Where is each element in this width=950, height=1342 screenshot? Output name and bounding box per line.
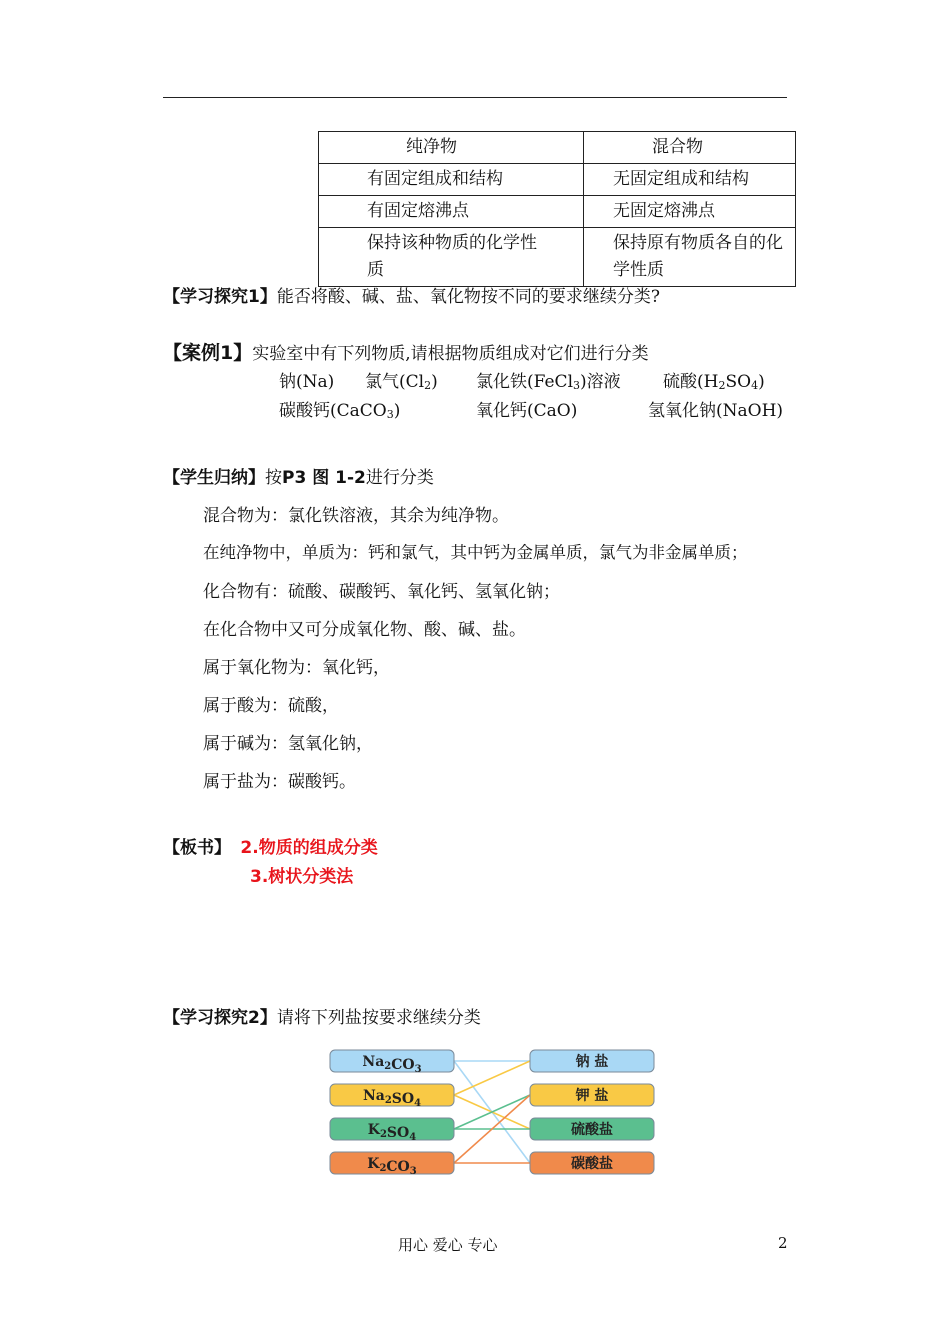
formula: (Na) [296, 372, 335, 392]
summary-line: 混合物为：氯化铁溶液，其余为纯净物。 [203, 506, 509, 526]
right-box-label: 钾 盐 [575, 1088, 609, 1104]
cell-text: 保持该种物质的化学性质 [367, 233, 537, 280]
table-cell: 有固定熔沸点 [319, 196, 584, 228]
comparison-table [318, 131, 796, 287]
case1-section [163, 338, 649, 365]
explore2-label: 【学习探究2】 [163, 1008, 277, 1028]
substance-item: 氯化铁(FeCl$_3$)溶液 [476, 372, 621, 392]
page-number: 2 [778, 1234, 788, 1252]
case1-text: 实验室中有下列物质,请根据物质组成对它们进行分类 [252, 344, 649, 364]
footer-motto: 用心 爱心 专心 [398, 1236, 498, 1254]
table-header-pure: 纯净物 [319, 132, 584, 164]
table-header-mixture: 混合物 [584, 132, 796, 164]
summary-intro-b: 进行分类 [365, 468, 434, 488]
substance-item: 钠(Na) [279, 372, 335, 392]
case1-label: 【案例1】 [163, 342, 253, 364]
formula: (FeCl$_3$)溶液 [527, 372, 621, 392]
substance-item: 碳酸钙(CaCO$_3$) [279, 401, 401, 421]
summary-line: 在纯净物中，单质为：钙和氯气，其中钙为金属单质，氯气为非金属单质； [203, 543, 748, 562]
formula: (NaOH) [716, 401, 784, 421]
formula: $(Cl_2)$ [399, 372, 438, 392]
table-row [319, 196, 796, 228]
left-box-label: $Na_2SO_4$ [362, 1088, 422, 1109]
cell-text: 保持原有物质各自的化学性质 [613, 233, 783, 280]
summary-ref: P3 图 1-2 [282, 468, 366, 488]
right-box-label: 钠 盐 [575, 1054, 609, 1070]
table-row [319, 164, 796, 196]
summary-intro-a: 按 [265, 468, 282, 488]
board-item: 2.物质的组成分类 [240, 838, 378, 858]
board-section [163, 833, 378, 858]
right-box-label: 碳酸盐 [571, 1156, 613, 1172]
explore2-text: 请将下列盐按要求继续分类 [276, 1008, 481, 1028]
board-label: 【板书】 [163, 838, 231, 858]
board-item: 3.树状分类法 [250, 867, 354, 887]
formula: (CaO) [527, 401, 578, 421]
explore1-label: 【学习探究1】 [163, 287, 277, 307]
summary-heading [163, 463, 434, 488]
table-cell [319, 228, 584, 287]
summary-line: 属于碱为：氢氧化钠， [203, 734, 373, 754]
left-box-label: $K_2SO_4$ [367, 1122, 417, 1143]
summary-line: 属于氧化物为：氧化钙， [203, 658, 390, 678]
left-box-label: $K_2CO_3$ [367, 1156, 417, 1177]
salt-classification-diagram [320, 1040, 670, 1185]
table-row [319, 228, 796, 287]
substance-item: 硫酸$(H_2SO_4)$ [663, 372, 765, 392]
explore2-section [163, 1003, 481, 1028]
header-rule [163, 97, 787, 98]
table-cell: 有固定组成和结构 [319, 164, 584, 196]
formula: (CaCO$_3$) [330, 401, 401, 421]
link-line [454, 1061, 530, 1095]
table-cell [584, 228, 796, 287]
formula: $(H_2SO_4)$ [697, 372, 765, 392]
substance-item: 氧化钙(CaO) [476, 401, 578, 421]
summary-line: 在化合物中又可分成氧化物、酸、碱、盐。 [203, 620, 526, 640]
table-header-row [319, 132, 796, 164]
explore1-section [163, 282, 660, 307]
table-cell: 无固定熔沸点 [584, 196, 796, 228]
substance-item: 氯气$(Cl_2)$ [365, 372, 438, 392]
explore1-text: 能否将酸、碱、盐、氧化物按不同的要求继续分类? [276, 287, 660, 307]
summary-line: 属于酸为：硫酸， [203, 696, 339, 716]
summary-label: 【学生归纳】 [163, 468, 265, 488]
right-box-label: 硫酸盐 [571, 1122, 613, 1138]
left-box-label: $Na_2CO_3$ [362, 1054, 422, 1075]
table-cell: 无固定组成和结构 [584, 164, 796, 196]
summary-line: 化合物有：硫酸、碳酸钙、氧化钙、氢氧化钠； [203, 582, 560, 602]
substance-item: 氢氧化钠(NaOH) [648, 401, 784, 421]
summary-line: 属于盐为：碳酸钙。 [203, 772, 356, 792]
